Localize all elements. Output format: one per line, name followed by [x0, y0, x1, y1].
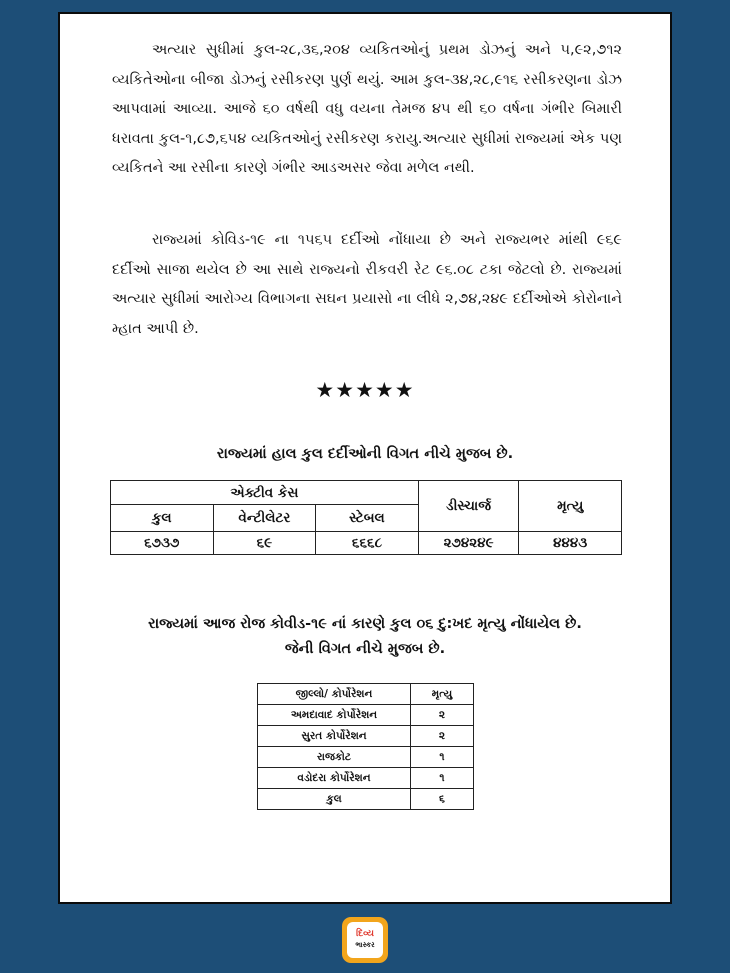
- total-value: ૬૭૩૭: [111, 532, 214, 555]
- discharge-header: ડીસ્ચાર્જ: [418, 481, 519, 532]
- stars-divider: ★★★★★: [315, 378, 415, 402]
- table-row: [258, 789, 474, 810]
- death-count: ૨: [411, 705, 474, 726]
- deaths-heading-line1: રાજ્યમાં આજ રોજ કોવીડ-૧૯ નાં કારણે કુલ ૦૬ દુ:ખદ મૃત્યુ નોંધાયેલ છે.: [148, 616, 582, 632]
- press-note-page: [58, 12, 672, 904]
- table-row: [258, 705, 474, 726]
- logo-line1: દિવ્ય: [356, 929, 374, 939]
- district-name: વડોદરા કોર્પોરેશન: [258, 768, 411, 789]
- table-row: [258, 768, 474, 789]
- table-row: [111, 532, 622, 555]
- total-header: કુલ: [111, 505, 214, 532]
- recovery-paragraph: રાજ્યમાં કોવિડ-૧૯ ના ૧૫૬૫ દર્દીઓ નોંધાયા છે અને રાજ્યભર માંથી ૯૬૯ દર્દીઓ સાજા થયેલ છે આ સાથે રાજ્યનો રીકવરી રેટ ૯૬.૦૮ ટકા જેટલો છે. રાજ્યમાં અત્યાર સુધીમાં આરોગ્ય વિભાગના સઘન પ્રયાસો ના લીધે ૨,૭૪,૨૪૯ દર્દીઓએ કોરોનાને મ્હાત આપી છે.: [112, 232, 622, 337]
- death-count: ૬: [411, 789, 474, 810]
- death-count: ૧: [411, 747, 474, 768]
- death-count: ૨: [411, 726, 474, 747]
- death-count-header: મૃત્યુ: [411, 684, 474, 705]
- discharge-value: ૨૭૪૨૪૯: [418, 532, 519, 555]
- deaths-heading-line2: જેની વિગત નીચે મુજબ છે.: [284, 641, 446, 657]
- deaths-value: ૪૪૪૩: [519, 532, 622, 555]
- death-count: ૧: [411, 768, 474, 789]
- deaths-table: [257, 683, 474, 810]
- district-name: કુલ: [258, 789, 411, 810]
- district-header: જીલ્લો/ કોર્પોરેશન: [258, 684, 411, 705]
- patients-heading: રાજ્યમાં હાલ કુલ દર્દીઓની વિગત નીચે મુજબ છે.: [216, 446, 514, 462]
- district-name: રાજકોટ: [258, 747, 411, 768]
- ventilator-header: વેન્ટીલેટર: [213, 505, 316, 532]
- table-row: [258, 747, 474, 768]
- table-row: [258, 726, 474, 747]
- ventilator-value: ૬૯: [213, 532, 316, 555]
- active-cases-header: એક્ટીવ કેસ: [111, 481, 419, 505]
- district-name: સુરત કોર્પોરેશન: [258, 726, 411, 747]
- deaths-header: મૃત્યુ: [519, 481, 622, 532]
- stable-header: સ્ટેબલ: [316, 505, 419, 532]
- divya-bhaskar-logo: [342, 917, 388, 963]
- deaths-heading: [60, 612, 670, 662]
- vaccination-paragraph: અત્યાર સુધીમાં કુલ-૨૮,૩૬,૨૦૪ વ્યકિતઓનું પ્રથમ ડોઝનું અને ૫,૯૨,૭૧૨ વ્યકિતેઓના બીજા ડોઝનું રસીકરણ પુર્ણ થયું. આમ કુલ-૩૪,૨૮,૯૧૬ રસીકરણના ડોઝ આપવામાં આવ્યા. આજે ૬૦ વર્ષથી વધુ વયના તેમજ ૪૫ થી ૬૦ વર્ષના ગંભીર બિમારી ધરાવતા કુલ-૧,૮૭,૬૫૪ વ્યકિતઓનું રસીકરણ કરાયુ.અત્યાર સુધીમાં રાજ્યમાં એક પણ વ્યકિતને આ રસીના કારણે ગંભીર આડઅસર જેવા મળેલ નથી.: [112, 42, 622, 176]
- district-name: અમદાવાદ કોર્પોરેશન: [258, 705, 411, 726]
- logo-line2: ભાસ્કર: [355, 941, 375, 949]
- stable-value: ૬૬૬૮: [316, 532, 419, 555]
- logo-badge: [347, 922, 383, 958]
- patients-table: [110, 480, 622, 555]
